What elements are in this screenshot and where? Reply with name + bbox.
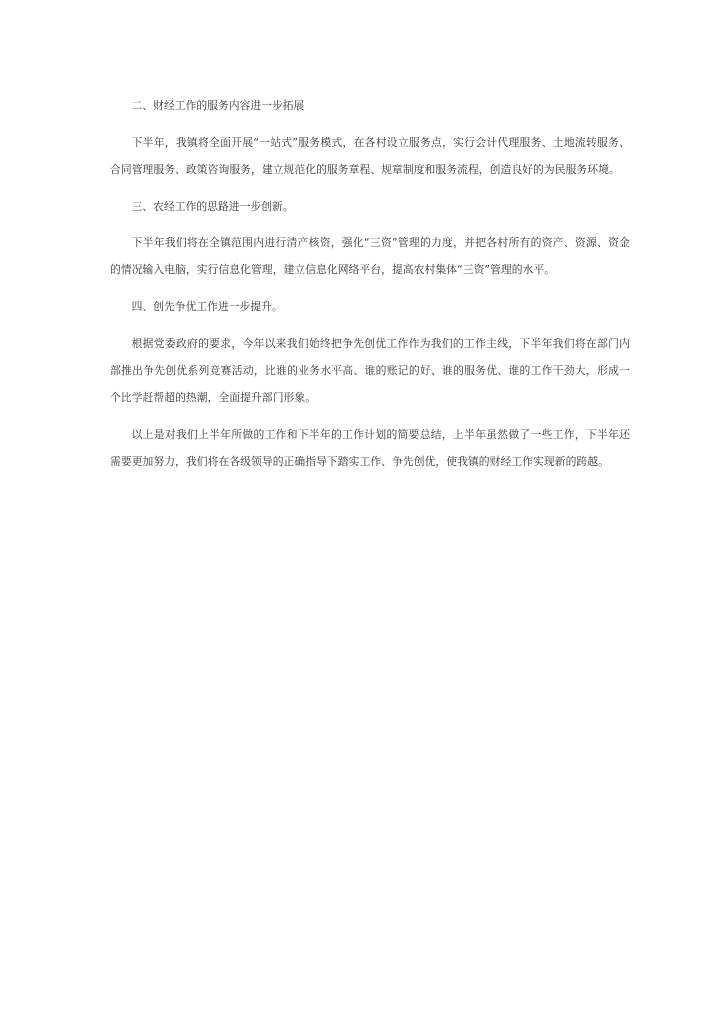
paragraph-competition: 根据党委政府的要求，今年以来我们始终把争先创优工作作为我们的工作主线，下半年我们将在部门内部推出争先创优系列竞赛活动，比谁的业务水平高、谁的账记的好、谁的服务优、谁的工作干劲大，形成一个比学赶帮超的热潮，全面提升部门形象。 — [110, 336, 630, 404]
paragraph-asset-management: 下半年我们将在全镇范围内进行清产核资，强化“三资”管理的力度，并把各村所有的资产、资源、资金的情况输入电脑，实行信息化管理，建立信息化网络平台，提高农村集体“三资”管理的水平。 — [110, 236, 630, 277]
section-heading-2: 二、财经工作的服务内容进一步拓展 — [131, 99, 305, 112]
paragraph-summary: 以上是对我们上半年所做的工作和下半年的工作计划的简要总结，上半年虽然做了一些工作，下半年还需要更加努力，我们将在各级领导的正确指导下踏实工作、争先创优，使我镇的财经工作实现新的跨越。 — [110, 427, 630, 468]
document-body — [110, 92, 630, 485]
section-heading-4: 四、创先争优工作进一步提升。 — [131, 300, 283, 314]
section-heading-3: 三、农经工作的思路进一步创新。 — [131, 199, 294, 213]
paragraph-service-expansion: 下半年，我镇将全面开展“一站式”服务模式，在各村设立服务点，实行会计代理服务、土地流转服务、合同管理服务、政策咨询服务，建立规范化的服务章程、规章制度和服务流程，创造良好的为民服务环境。 — [110, 135, 630, 176]
